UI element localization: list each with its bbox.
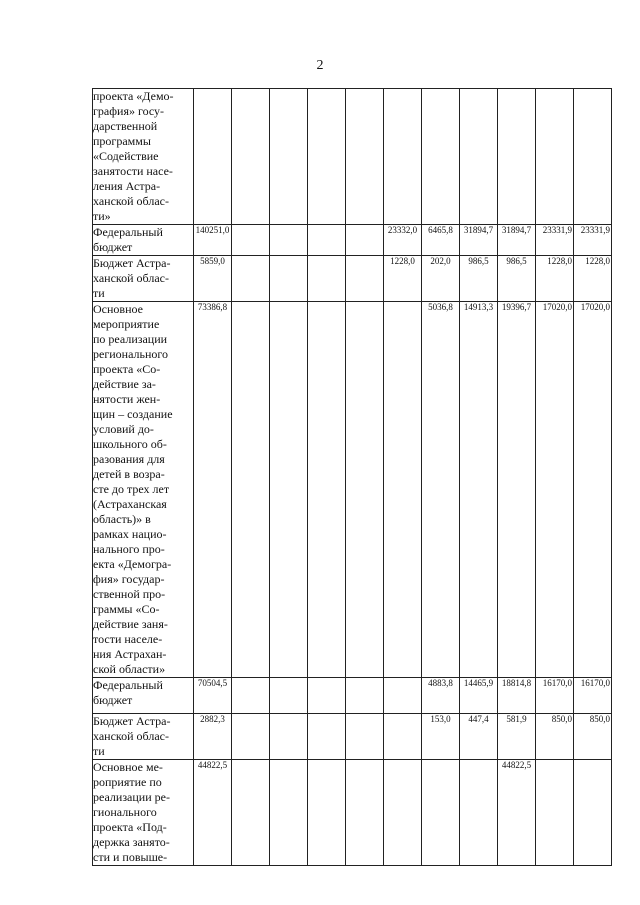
table-row (93, 714, 612, 760)
value-cell: 31894,7 (460, 225, 498, 256)
value-cell (346, 678, 384, 714)
value-cell: 1228,0 (384, 256, 422, 302)
row-description: Федеральный бюджет (93, 225, 194, 256)
value-cell (422, 89, 460, 225)
table-row (93, 89, 612, 225)
value-cell: 17020,0 (536, 302, 574, 678)
value-cell (574, 89, 612, 225)
value-cell (232, 302, 270, 678)
value-cell: 850,0 (574, 714, 612, 760)
value-cell (346, 225, 384, 256)
table-row (93, 256, 612, 302)
row-description: Бюджет Астра- ханской облас- ти (93, 714, 194, 760)
value-cell (384, 678, 422, 714)
value-cell (422, 760, 460, 866)
value-cell (232, 225, 270, 256)
value-cell: 1228,0 (536, 256, 574, 302)
row-total: 44822,5 (194, 760, 232, 866)
value-cell: 447,4 (460, 714, 498, 760)
budget-table (92, 88, 612, 866)
value-cell: 44822,5 (498, 760, 536, 866)
value-cell: 18814,8 (498, 678, 536, 714)
row-description: Основное мероприятие по реализации регионального проекта «Со- действие за- нятости жен- щин – создание условий до- школьного об- разования для детей в возра- сте до трех лет (Астраханская область)» в рамках нацио- нального про- екта «Демогра- фия» государ- ственной про- граммы «Со- действие заня- тости населе- ния Астрахан- ской области» (93, 302, 194, 678)
value-cell: 31894,7 (498, 225, 536, 256)
value-cell: 16170,0 (574, 678, 612, 714)
value-cell (308, 256, 346, 302)
value-cell (308, 678, 346, 714)
row-total: 2882,3 (194, 714, 232, 760)
value-cell (270, 89, 308, 225)
value-cell (308, 714, 346, 760)
value-cell (232, 89, 270, 225)
value-cell: 14913,3 (460, 302, 498, 678)
row-total (194, 89, 232, 225)
table-body (93, 89, 612, 866)
value-cell (346, 760, 384, 866)
value-cell: 153,0 (422, 714, 460, 760)
value-cell: 581,9 (498, 714, 536, 760)
value-cell: 14465,9 (460, 678, 498, 714)
page-number: 2 (316, 58, 324, 73)
value-cell (270, 678, 308, 714)
row-total: 70504,5 (194, 678, 232, 714)
value-cell (270, 302, 308, 678)
value-cell (232, 714, 270, 760)
table-row (93, 302, 612, 678)
row-description: Федеральный бюджет (93, 678, 194, 714)
value-cell (384, 89, 422, 225)
value-cell: 23332,0 (384, 225, 422, 256)
value-cell (574, 760, 612, 866)
value-cell (346, 256, 384, 302)
row-description: Основное ме- роприятие по реализации ре- гионального проекта «Под- держка занято- сти и повыше- (93, 760, 194, 866)
row-total: 73386,8 (194, 302, 232, 678)
table-row (93, 678, 612, 714)
value-cell (384, 714, 422, 760)
value-cell (536, 89, 574, 225)
value-cell: 23331,9 (574, 225, 612, 256)
value-cell: 23331,9 (536, 225, 574, 256)
value-cell (232, 760, 270, 866)
value-cell: 4883,8 (422, 678, 460, 714)
value-cell (384, 760, 422, 866)
value-cell (346, 714, 384, 760)
value-cell (536, 760, 574, 866)
row-total: 5859,0 (194, 256, 232, 302)
value-cell: 19396,7 (498, 302, 536, 678)
value-cell (232, 256, 270, 302)
row-description: Бюджет Астра- ханской облас- ти (93, 256, 194, 302)
value-cell: 202,0 (422, 256, 460, 302)
value-cell: 5036,8 (422, 302, 460, 678)
value-cell: 986,5 (498, 256, 536, 302)
value-cell (308, 760, 346, 866)
value-cell (308, 302, 346, 678)
value-cell (270, 714, 308, 760)
value-cell (460, 89, 498, 225)
value-cell: 6465,8 (422, 225, 460, 256)
value-cell (270, 225, 308, 256)
value-cell (460, 760, 498, 866)
value-cell (270, 256, 308, 302)
value-cell (308, 225, 346, 256)
value-cell (346, 302, 384, 678)
value-cell (498, 89, 536, 225)
value-cell (346, 89, 384, 225)
value-cell (384, 302, 422, 678)
table-row (93, 760, 612, 866)
row-description: проекта «Демо- графия» госу- дарственной программы «Содействие занятости насе- ления Астра- ханской облас- ти» (93, 89, 194, 225)
value-cell: 850,0 (536, 714, 574, 760)
value-cell: 986,5 (460, 256, 498, 302)
value-cell: 17020,0 (574, 302, 612, 678)
value-cell: 1228,0 (574, 256, 612, 302)
table-row (93, 225, 612, 256)
value-cell (308, 89, 346, 225)
value-cell: 16170,0 (536, 678, 574, 714)
value-cell (270, 760, 308, 866)
row-total: 140251,0 (194, 225, 232, 256)
value-cell (232, 678, 270, 714)
